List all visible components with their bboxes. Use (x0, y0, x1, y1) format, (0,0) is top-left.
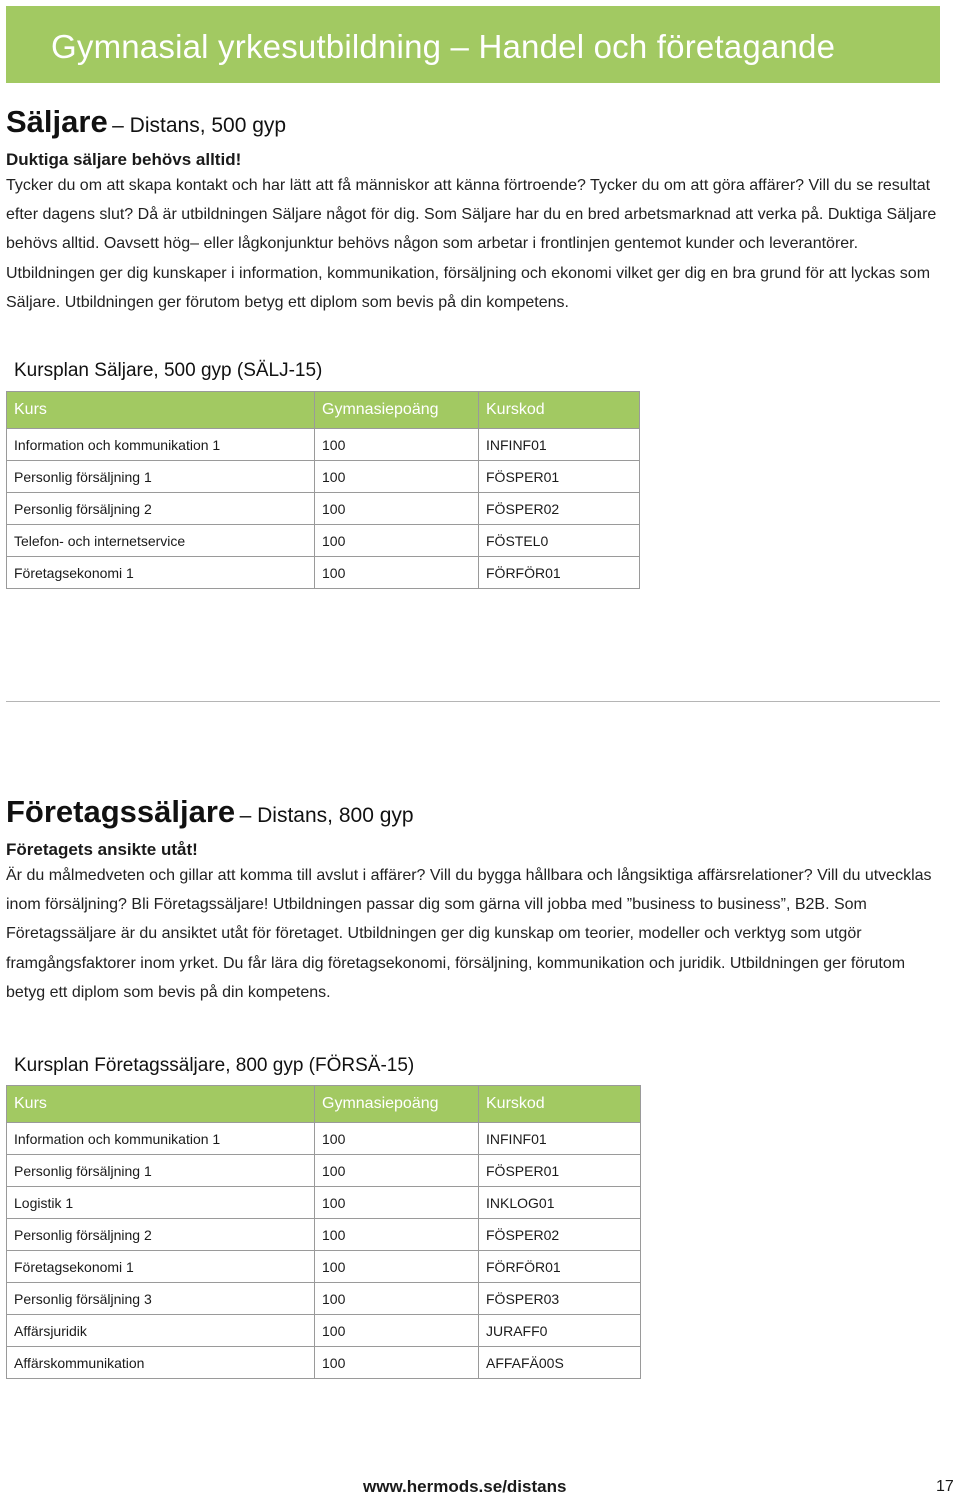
course-name: Affärskommunikation (7, 1347, 315, 1379)
course-points: 100 (315, 1251, 479, 1283)
course-code: FÖSPER01 (479, 461, 640, 493)
course-plan-title: Kursplan Företagssäljare, 800 gyp (FÖRSÄ-15) (14, 1055, 415, 1076)
course-points: 100 (315, 1123, 479, 1155)
table-row (7, 461, 640, 493)
course-name: Personlig försäljning 1 (7, 1155, 315, 1187)
course-name: Logistik 1 (7, 1187, 315, 1219)
course-name: Företagsekonomi 1 (7, 557, 315, 589)
table-row (7, 1123, 641, 1155)
table-row (7, 1155, 641, 1187)
course-plan-table (6, 1085, 641, 1379)
column-header: Gymnasiepoäng (315, 1086, 479, 1123)
course-code: JURAFF0 (479, 1315, 641, 1347)
column-header: Kurs (7, 392, 315, 429)
course-name: Information och kommunikation 1 (7, 429, 315, 461)
course-name: Personlig försäljning 2 (7, 493, 315, 525)
course-code: FÖRFÖR01 (479, 1251, 641, 1283)
table-row (7, 1251, 641, 1283)
column-header: Kurskod (479, 392, 640, 429)
section-body: Tycker du om att skapa kontakt och har lätt att få människor att känna förtroende? Tycker du om att göra affärer? Vill du se resultat efter dagens slut? Då är utbildningen Säljare något för dig. Som Säljare har du en bred arbetsmarknad att verka på. Duktiga Säljare behövs alltid. Oavsett hög– eller lågkonjunktur behövs någon som arbetar i frontlinjen gentemot kunder och leverantörer. Utbildningen ger dig kunskaper i information, kommunikation, försäljning och ekonomi vilket ger dig en bra grund för att lyckas som Säljare. Utbildningen ger förutom betyg ett diplom som bevis på din kompetens. (6, 177, 937, 311)
course-points: 100 (315, 1187, 479, 1219)
course-points: 100 (315, 557, 479, 589)
table-row (7, 525, 640, 557)
course-name: Information och kommunikation 1 (7, 1123, 315, 1155)
program-subtitle: – Distans, 800 gyp (239, 804, 414, 827)
table-row (7, 1347, 641, 1379)
course-code: INKLOG01 (479, 1187, 641, 1219)
course-code: FÖSPER03 (479, 1283, 641, 1315)
course-name: Affärsjuridik (7, 1315, 315, 1347)
page-banner (6, 6, 940, 83)
course-code: FÖSPER02 (479, 1219, 641, 1251)
section-saljare (6, 104, 940, 317)
course-code: FÖSPER01 (479, 1155, 641, 1187)
section-title (6, 104, 940, 140)
footer-url[interactable]: www.hermods.se/distans (363, 1477, 567, 1496)
column-header: Gymnasiepoäng (315, 392, 479, 429)
course-points: 100 (315, 429, 479, 461)
course-plan-table (6, 391, 640, 589)
banner-title: Gymnasial yrkesutbildning – Handel och företagande (51, 28, 836, 65)
table-row (7, 1219, 641, 1251)
course-name: Personlig försäljning 3 (7, 1283, 315, 1315)
table-header-row (7, 1086, 641, 1123)
course-code: FÖSTEL0 (479, 525, 640, 557)
course-code: INFINF01 (479, 1123, 641, 1155)
course-points: 100 (315, 461, 479, 493)
course-code: FÖRFÖR01 (479, 557, 640, 589)
section-foretagssaljare (6, 794, 940, 1007)
program-name: Företagssäljare (6, 794, 236, 829)
course-code: AFFAFÄ00S (479, 1347, 641, 1379)
table-row (7, 429, 640, 461)
program-name: Säljare (6, 104, 108, 139)
course-points: 100 (315, 493, 479, 525)
course-points: 100 (315, 1155, 479, 1187)
course-code: FÖSPER02 (479, 493, 640, 525)
course-points: 100 (315, 525, 479, 557)
section-lead: Företagets ansikte utåt! (6, 840, 198, 859)
program-subtitle: – Distans, 500 gyp (112, 114, 287, 137)
course-name: Företagsekonomi 1 (7, 1251, 315, 1283)
course-points: 100 (315, 1315, 479, 1347)
page-number: 17 (936, 1478, 954, 1495)
course-name: Personlig försäljning 2 (7, 1219, 315, 1251)
table-row (7, 493, 640, 525)
course-points: 100 (315, 1347, 479, 1379)
course-points: 100 (315, 1283, 479, 1315)
table-row (7, 557, 640, 589)
course-points: 100 (315, 1219, 479, 1251)
table-row (7, 1283, 641, 1315)
table-row (7, 1187, 641, 1219)
course-plan-title: Kursplan Säljare, 500 gyp (SÄLJ-15) (14, 360, 323, 381)
section-body: Är du målmedveten och gillar att komma till avslut i affärer? Vill du bygga hållbara och långsiktiga affärsrelationer? Vill du utvecklas inom försäljning? Bli Företagssäljare! Utbildningen passar dig som gärna vill jobba med ”business to business”, B2B. Som Företagssäljare är du ansiktet utåt för företaget. Utbildningen ger dig kunskap om teorier, modeller och verktyg som utgör framgångsfaktorer inom yrket. Du får lära dig företagsekonomi, försäljning, kommunikation och juridik. Utbildningen ger förutom betyg ett diplom som bevis på din kompetens. (6, 867, 932, 1001)
course-name: Telefon- och internetservice (7, 525, 315, 557)
column-header: Kurs (7, 1086, 315, 1123)
section-divider (6, 701, 940, 702)
table-header-row (7, 392, 640, 429)
course-code: INFINF01 (479, 429, 640, 461)
column-header: Kurskod (479, 1086, 641, 1123)
section-lead: Duktiga säljare behövs alltid! (6, 150, 242, 169)
section-title (6, 794, 940, 830)
course-name: Personlig försäljning 1 (7, 461, 315, 493)
table-row (7, 1315, 641, 1347)
